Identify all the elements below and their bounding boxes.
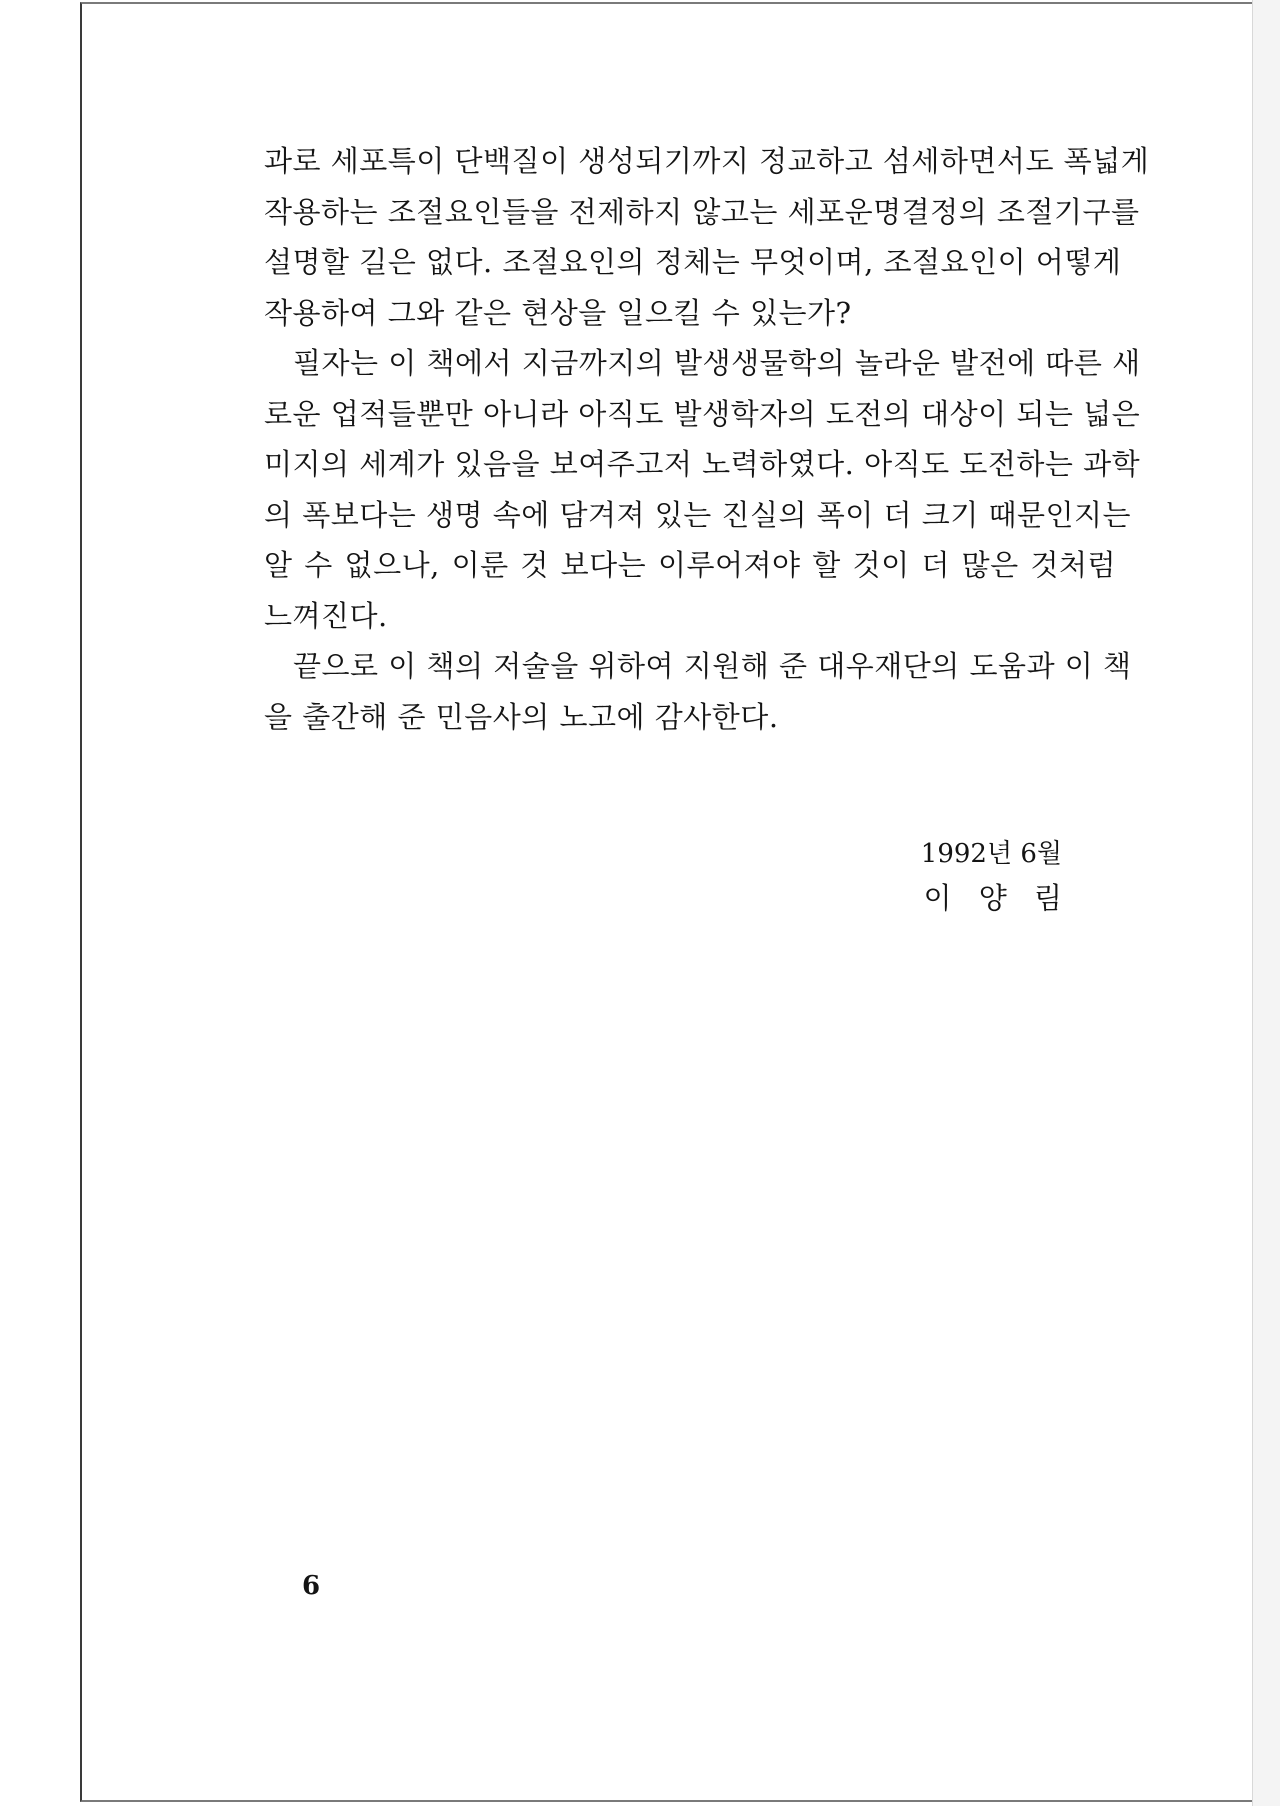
text-line-10: 느껴진다. <box>264 598 388 633</box>
text-line-2: 작용하는 조절요인들을 전제하지 않고는 세포운명결정의 조절기구를 <box>264 194 1140 229</box>
text-line-1: 과로 세포특이 단백질이 생성되기까지 정교하고 섬세하면서도 폭넓게 <box>264 144 1150 178</box>
body-text <box>264 136 1150 742</box>
signature-block <box>920 834 1071 922</box>
page-number: 6 <box>302 1571 321 1601</box>
text-line-5: 필자는 이 책에서 지금까지의 발생생물학의 놀라운 발전에 따른 새 <box>293 346 1141 380</box>
text-line-9: 알 수 없으나, 이룬 것 보다는 이루어져야 할 것이 더 많은 것처럼 <box>264 548 1116 582</box>
text-line-12: 을 출간해 준 민음사의 노고에 감사한다. <box>264 699 779 734</box>
text-line-4: 작용하여 그와 같은 현상을 일으킬 수 있는가? <box>264 295 852 330</box>
author-name: 이 양 림 <box>923 881 1071 915</box>
text-line-11: 끝으로 이 책의 저술을 위하여 지원해 준 대우재단의 도움과 이 책 <box>293 649 1132 683</box>
text-line-8: 의 폭보다는 생명 속에 담겨져 있는 진실의 폭이 더 크기 때문인지는 <box>264 497 1132 532</box>
text-line-7: 미지의 세계가 있음을 보여주고저 노력하였다. 아직도 도전하는 과학 <box>264 447 1141 481</box>
signature-date: 1992년 6월 <box>920 839 1062 869</box>
text-line-3: 설명할 길은 없다. 조절요인의 정체는 무엇이며, 조절요인이 어떻게 <box>264 245 1122 279</box>
text-line-6: 로운 업적들뿐만 아니라 아직도 발생학자의 도전의 대상이 되는 넓은 <box>264 396 1141 431</box>
page-edge <box>1252 0 1280 1806</box>
